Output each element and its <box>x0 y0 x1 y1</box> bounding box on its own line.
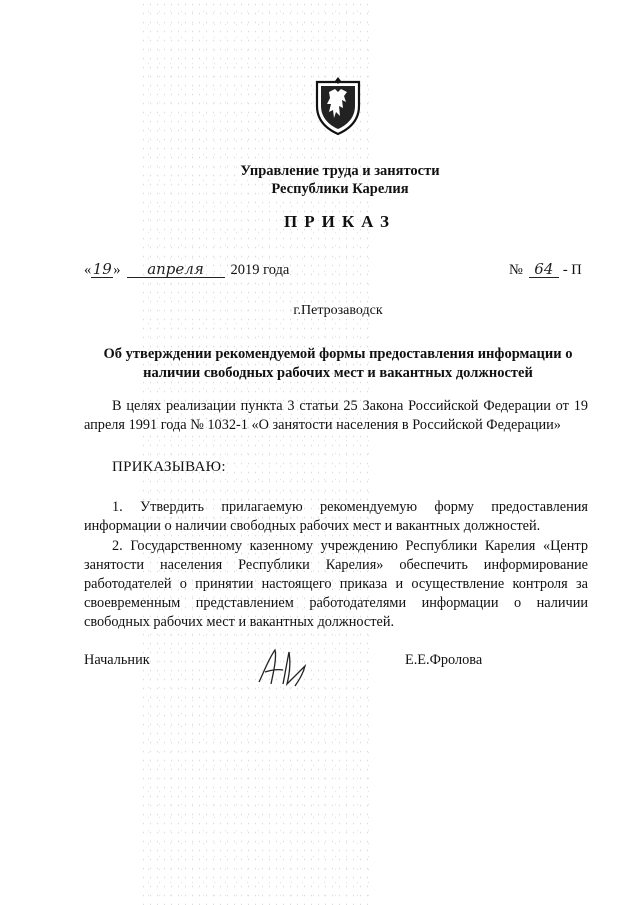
date-day: 19 <box>92 260 112 278</box>
order-subject: Об утверждении рекомендуемой формы предоставления информации о наличии свободных рабочих мест и вакантных должностей <box>103 346 573 381</box>
handwritten-signature <box>253 644 313 688</box>
order-item-2: 2. Государственному казенному учреждению Республики Карелия «Центр занятости населения Республики Карелия» обеспечить информирование работодателей о принятии настоящего приказа и осуществление контроля за своевременным представлением работодателями информации о наличии свободных рабочих мест и вакантных должностей. <box>84 538 588 630</box>
document-type: ПРИКАЗ <box>284 212 396 231</box>
preamble-paragraph: В целях реализации пункта 3 статьи 25 Закона Российской Федерации от 19 апреля 1991 года № 1032-1 «О занятости населения в Российской Федерации» <box>84 398 588 433</box>
signer-name: Е.Е.Фролова <box>405 652 483 668</box>
order-item-1: 1. Утвердить прилагаемую рекомендуемую форму предоставления информации о наличии свободных рабочих мест и вакантных должностей. <box>84 499 588 534</box>
number-suffix: - П <box>562 262 582 278</box>
organization-region: Республики Карелия <box>271 181 409 197</box>
number-sign: № <box>509 262 523 278</box>
date-month: апреля <box>127 262 225 278</box>
open-quote: « <box>84 262 92 278</box>
order-number-line <box>509 262 582 279</box>
organization-name: Управление труда и занятости <box>240 163 440 179</box>
order-word: ПРИКАЗЫВАЮ: <box>112 459 226 475</box>
date-line <box>84 262 289 279</box>
order-number: 64 <box>529 262 559 278</box>
city: г.Петрозаводск <box>293 303 383 318</box>
signer-role: Начальник <box>84 652 150 668</box>
karelia-coat-of-arms-icon <box>313 76 363 136</box>
date-year: 2019 года <box>230 262 290 278</box>
close-quote: » <box>113 262 121 278</box>
